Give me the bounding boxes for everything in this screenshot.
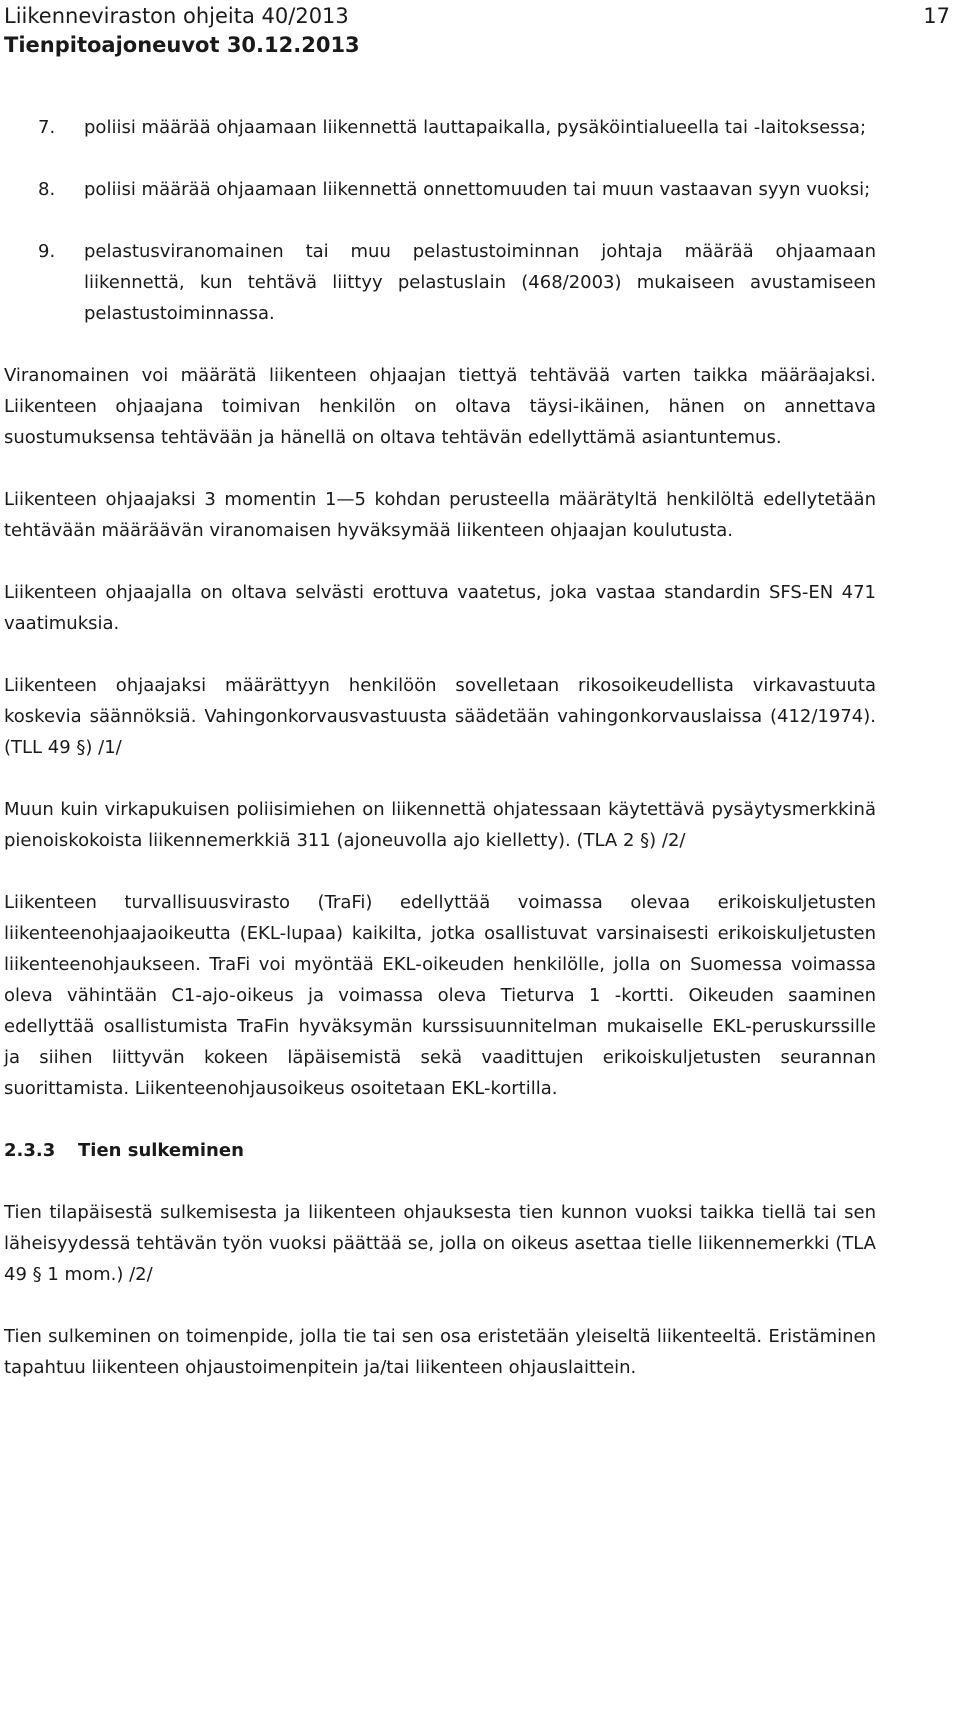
paragraph: Viranomainen voi määrätä liikenteen ohjaajan tiettyä tehtävää varten taikka määräajaksi. Liikenteen ohjaajana toimivan henkilön on oltava täysi-ikäinen, hänen on annettava suostumuksensa tehtävään ja hänellä on oltava tehtävän edellyttämä asiantuntemus. <box>4 365 876 448</box>
page-header <box>4 2 950 60</box>
paragraph: Tien tilapäisestä sulkemisesta ja liikenteen ohjauksesta tien kunnon vuoksi taikka tiellä tai sen läheisyydessä tehtävän työn vuoksi päättää se, jolla on oikeus asettaa tielle liikennemerkki (TLA 49 § 1 mom.) /2/ <box>4 1202 876 1285</box>
document-series-title: Liikenneviraston ohjeita 40/2013 <box>4 4 349 28</box>
paragraph: Liikenteen turvallisuusvirasto (TraFi) edellyttää voimassa olevaa erikoiskuljetusten liikenteenohjaajaoikeutta (EKL-lupaa) kaikilta, jotka osallistuvat varsinaisesti erikoiskuljetusten liikenteenohjaukseen. TraFi voi myöntää EKL-oikeuden henkilölle, jolla on Suomessa voimassa oleva vähintään C1-ajo-oikeus ja voimassa oleva Tieturva 1 -kortti. Oikeuden saaminen edellyttää osallistumista TraFin hyväksymän kurssisuunnitelman mukaiselle EKL-peruskurssille ja siihen liittyvän kokeen läpäisemistä sekä vaadittujen erikoiskuljetusten seurannan suorittamista. Liikenteenohjausoikeus osoitetaan EKL-kortilla. <box>4 892 876 1099</box>
numbered-list <box>4 112 876 329</box>
paragraph: Liikenteen ohjaajaksi 3 momentin 1—5 kohdan perusteella määrätyltä henkilöltä edellytetään tehtävään määräävän viranomaisen hyväksymää liikenteen ohjaajan koulutusta. <box>4 489 876 541</box>
list-item <box>4 236 876 329</box>
document-subtitle: Tienpitoajoneuvot 30.12.2013 <box>4 33 360 57</box>
paragraph: Liikenteen ohjaajalla on oltava selvästi erottuva vaatetus, joka vastaa standardin SFS-EN 471 vaatimuksia. <box>4 582 876 634</box>
list-item-text: poliisi määrää ohjaamaan liikennettä lauttapaikalla, pysäköintialueella tai -laitoksessa; <box>84 117 867 138</box>
list-item-number: 8. <box>38 179 56 200</box>
list-item-number: 9. <box>38 241 56 262</box>
section-number: 2.3.3 <box>4 1140 56 1161</box>
paragraph: Liikenteen ohjaajaksi määrättyyn henkilöön sovelletaan rikosoikeudellista virkavastuuta koskevia säännöksiä. Vahingonkorvausvastuusta säädetään vahingonkorvauslaissa (412/1974). (TLL 49 §) /1/ <box>4 675 876 758</box>
document-body <box>4 112 876 1414</box>
list-item-text: pelastusviranomainen tai muu pelastustoiminnan johtaja määrää ohjaamaan liikennettä, kun tehtävä liittyy pelastuslain (468/2003) mukaiseen avustamiseen pelastustoiminnassa. <box>84 241 876 324</box>
list-item-number: 7. <box>38 117 56 138</box>
section-heading <box>4 1135 876 1166</box>
list-item-text: poliisi määrää ohjaamaan liikennettä onnettomuuden tai muun vastaavan syyn vuoksi; <box>84 179 871 200</box>
page-number: 17 <box>923 4 950 28</box>
list-item <box>4 174 876 205</box>
paragraph: Muun kuin virkapukuisen poliisimiehen on liikennettä ohjatessaan käytettävä pysäytysmerkkinä pienoiskokoista liikennemerkkiä 311 (ajoneuvolla ajo kielletty). (TLA 2 §) /2/ <box>4 799 876 851</box>
section-title: Tien sulkeminen <box>78 1140 244 1161</box>
list-item <box>4 112 876 143</box>
paragraph: Tien sulkeminen on toimenpide, jolla tie tai sen osa eristetään yleiseltä liikenteeltä. Eristäminen tapahtuu liikenteen ohjaustoimenpitein ja/tai liikenteen ohjauslaittein. <box>4 1326 876 1378</box>
